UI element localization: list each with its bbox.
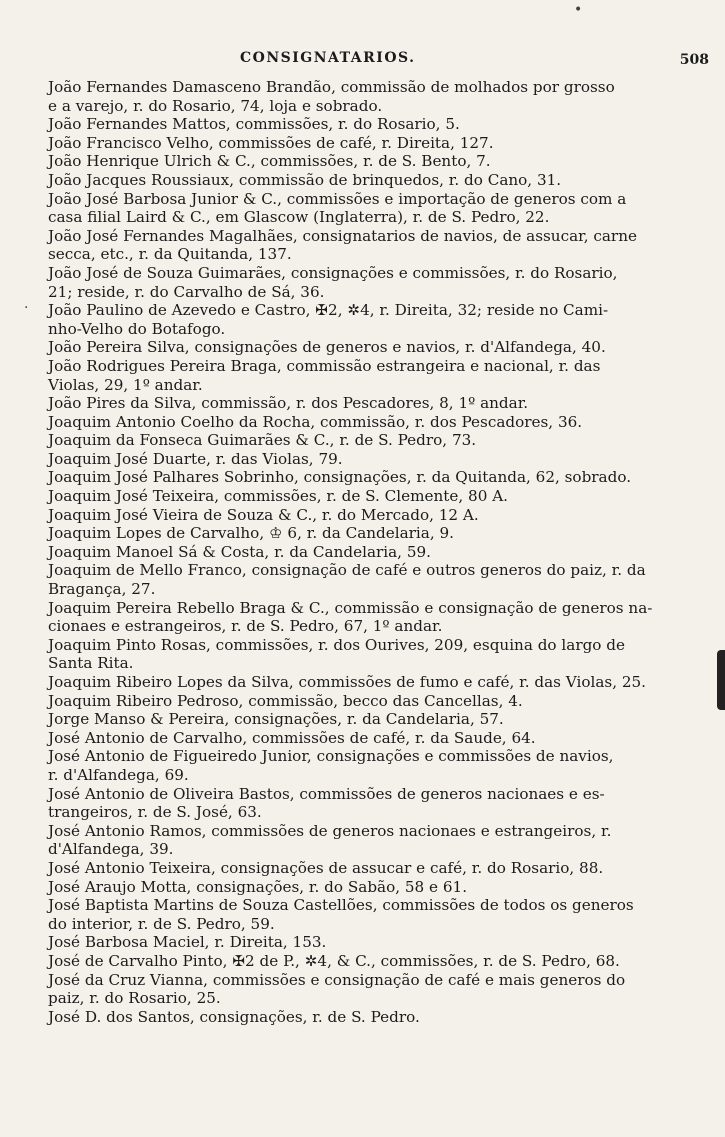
directory-entry [48, 431, 698, 450]
entry-line: José da Cruz Vianna, commissões e consignação de café e mais generos do [48, 970, 626, 989]
directory-entry [48, 561, 698, 598]
entry-line: r. d'Alfandega, 69. [48, 765, 189, 784]
directory-entry [48, 301, 698, 338]
entry-line: João Pereira Silva, consignações de generos e navios, r. d'Alfandega, 40. [48, 338, 606, 357]
entry-line: João Fernandes Mattos, commissões, r. do Rosario, 5. [48, 115, 460, 134]
entry-line: Joaquim da Fonseca Guimarães & C., r. de S. Pedro, 73. [48, 431, 477, 450]
entry-line: 21; reside, r. do Carvalho de Sá, 36. [48, 282, 325, 301]
directory-entry [48, 933, 698, 952]
entry-line: João Jacques Roussiaux, commissão de brinquedos, r. do Cano, 31. [48, 170, 562, 189]
entry-line: José Antonio de Carvalho, commissões de café, r. da Saude, 64. [48, 728, 536, 747]
entry-list [48, 78, 698, 1026]
directory-entry [48, 636, 698, 673]
entry-line: João Rodrigues Pereira Braga, commissão estrangeira e nacional, r. das [48, 356, 601, 375]
entry-line: Bragança, 27. [48, 580, 156, 599]
directory-entry [48, 506, 698, 525]
directory-entry [48, 729, 698, 748]
directory-entry [48, 1008, 698, 1027]
entry-line: Joaquim José Palhares Sobrinho, consignações, r. da Quitanda, 62, sobrado. [48, 468, 632, 487]
entry-line: Joaquim José Duarte, r. das Violas, 79. [48, 449, 343, 468]
directory-entry [48, 822, 698, 859]
entry-line: Joaquim Lopes de Carvalho, ♔ 6, r. da Candelaria, 9. [48, 524, 454, 543]
entry-line: José Antonio de Figueiredo Junior, consignações e commissões de navios, [48, 747, 614, 766]
directory-entry [48, 971, 698, 1008]
directory-entry [48, 227, 698, 264]
entry-line: José Antonio Ramos, commissões de generos nacionaes e estrangeiros, r. [48, 821, 612, 840]
entry-line: casa filial Laird & C., em Glascow (Inglaterra), r. de S. Pedro, 22. [48, 208, 550, 227]
directory-entry [48, 357, 698, 394]
entry-line: d'Alfandega, 39. [48, 840, 174, 859]
entry-line: Joaquim Pereira Rebello Braga & C., commissão e consignação de generos na- [48, 598, 653, 617]
entry-line: secca, etc., r. da Quitanda, 137. [48, 245, 292, 264]
directory-entry [48, 190, 698, 227]
directory-entry [48, 468, 698, 487]
directory-entry [48, 394, 698, 413]
entry-line: paiz, r. do Rosario, 25. [48, 989, 221, 1008]
entry-line: Joaquim Manoel Sá & Costa, r. da Candelaria, 59. [48, 542, 431, 561]
directory-entry [48, 692, 698, 711]
entry-line: e a varejo, r. do Rosario, 74, loja e sobrado. [48, 96, 383, 115]
entry-line: Joaquim Ribeiro Lopes da Silva, commissões de fumo e café, r. das Violas, 25. [48, 673, 647, 691]
directory-entry [48, 152, 698, 171]
directory-entry [48, 673, 698, 692]
entry-line: João José Barbosa Junior & C., commissões e importação de generos com a [48, 189, 627, 208]
directory-entry [48, 78, 698, 115]
page-header [0, 50, 725, 74]
entry-line: Joaquim Pinto Rosas, commissões, r. dos Ourives, 209, esquina do largo de [48, 635, 625, 654]
entry-line: Joaquim Ribeiro Pedroso, commissão, becco das Cancellas, 4. [48, 691, 523, 710]
directory-entry [48, 710, 698, 729]
entry-line: José Araujo Motta, consignações, r. do Sabão, 58 e 61. [48, 877, 468, 896]
entry-line: José Antonio de Oliveira Bastos, commissões de generos nacionaes e es- [48, 784, 605, 803]
directory-entry [48, 487, 698, 506]
entry-line: João José de Souza Guimarães, consignações e commissões, r. do Rosario, [48, 263, 618, 282]
ink-speck: · [24, 300, 29, 316]
directory-entry [48, 599, 698, 636]
entry-line: José Baptista Martins de Souza Castellões, commissões de todos os generos [48, 896, 634, 915]
ink-speck: • [574, 2, 583, 18]
directory-entry [48, 115, 698, 134]
running-title: CONSIGNATARIOS. [240, 50, 416, 66]
entry-line: Joaquim José Teixeira, commissões, r. de S. Clemente, 80 A. [48, 487, 509, 506]
entry-line: José D. dos Santos, consignações, r. de S. Pedro. [48, 1007, 420, 1026]
directory-entry [48, 543, 698, 562]
page-number: 508 [679, 52, 709, 68]
entry-line: Joaquim Antonio Coelho da Rocha, commissão, r. dos Pescadores, 36. [48, 412, 583, 431]
entry-line: Violas, 29, 1º andar. [48, 375, 203, 394]
entry-line: José de Carvalho Pinto, ✠2 de P., ✲4, & C., commissões, r. de S. Pedro, 68. [48, 951, 620, 970]
directory-entry [48, 264, 698, 301]
margin-mark [717, 650, 725, 710]
entry-line: João Francisco Velho, commissões de café, r. Direita, 127. [48, 133, 494, 152]
directory-entry [48, 859, 698, 878]
directory-entry [48, 878, 698, 897]
entry-line: Joaquim de Mello Franco, consignação de café e outros generos do paiz, r. da [48, 561, 646, 580]
directory-entry [48, 413, 698, 432]
entry-line: Santa Rita. [48, 654, 134, 673]
entry-line: João José Fernandes Magalhães, consignatarios de navios, de assucar, carne [48, 226, 637, 245]
directory-entry [48, 952, 698, 971]
entry-line: Joaquim José Vieira de Souza & C., r. do Mercado, 12 A. [48, 505, 479, 524]
directory-entry [48, 450, 698, 469]
entry-line: José Antonio Teixeira, consignações de assucar e café, r. do Rosario, 88. [48, 858, 604, 877]
entry-line: João Henrique Ulrich & C., commissões, r. de S. Bento, 7. [48, 152, 491, 171]
entry-line: trangeiros, r. de S. José, 63. [48, 803, 262, 822]
directory-entry [48, 134, 698, 153]
entry-line: nho-Velho do Botafogo. [48, 319, 226, 338]
entry-line: do interior, r. de S. Pedro, 59. [48, 914, 275, 933]
entry-line: João Fernandes Damasceno Brandão, commissão de molhados por grosso [48, 78, 615, 96]
directory-entry [48, 747, 698, 784]
directory-entry [48, 524, 698, 543]
entry-line: José Barbosa Maciel, r. Direita, 153. [48, 933, 327, 952]
entry-line: João Paulino de Azevedo e Castro, ✠2, ✲4, r. Direita, 32; reside no Cami- [48, 301, 609, 320]
entry-line: Jorge Manso & Pereira, consignações, r. da Candelaria, 57. [48, 710, 504, 729]
directory-entry [48, 171, 698, 190]
entry-line: cionaes e estrangeiros, r. de S. Pedro, 67, 1º andar. [48, 617, 443, 636]
entry-line: João Pires da Silva, commissão, r. dos Pescadores, 8, 1º andar. [48, 394, 529, 413]
directory-entry [48, 785, 698, 822]
directory-entry [48, 896, 698, 933]
directory-entry [48, 338, 698, 357]
